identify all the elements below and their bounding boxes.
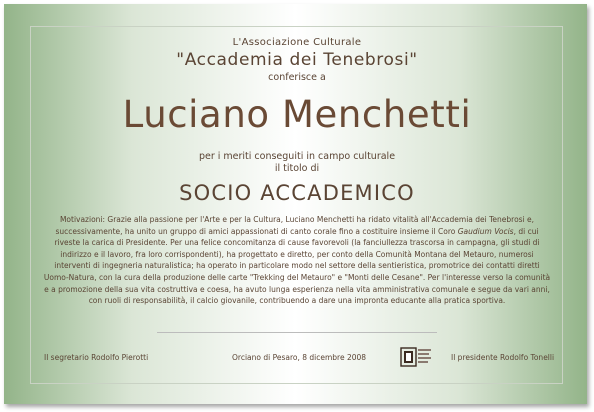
recipient-name: Luciano Menchetti bbox=[122, 93, 472, 136]
motivation-text bbox=[42, 214, 552, 307]
motivation-part-1: Motivazioni: Grazie alla passione per l'Arte e per la Cultura, Luciano Menchetti ha ridato vitalità all'Accademia dei Tenebrosi e, successivamente, ha unito un gruppo di amici appassionati di canto corale fino a costituire insieme il Coro bbox=[55, 215, 535, 236]
title-intro: il titolo di bbox=[274, 163, 320, 174]
secretary-signature: Il segretario Rodolfo Pierotti bbox=[44, 353, 149, 362]
association-intro: L'Associazione Culturale bbox=[232, 37, 362, 48]
awarded-title: SOCIO ACCADEMICO bbox=[179, 181, 415, 205]
president-signature: Il presidente Rodolfo Tonelli bbox=[451, 353, 555, 362]
confers-text: conferisce a bbox=[268, 72, 326, 83]
choir-name: Gaudium Vocis bbox=[457, 226, 514, 236]
signature-divider bbox=[157, 332, 437, 333]
place-and-date: Orciano di Pesaro, 8 dicembre 2008 bbox=[232, 353, 367, 362]
academy-logo-icon bbox=[400, 347, 434, 367]
motivation-part-2: , di cui riveste la carica di Presidente. Per una felice concomitanza di cause favorevoli (la fanciullezza trascorsa in campagna, gli studi di indirizzo e il lavoro, fra loro corrispondenti), ha progettato e diretto, per conto della Comunità Montana del Metauro, numerosi interventi di ingegneria naturalistica; ha operato in particolare modo nel settore della sentieristica, promotrice dei contatti diretti Uomo-Natura, con la cura della produzione delle carte "Trekking del Metauro" e "Monti delle Cesane". Per l'interesse verso la comunità e a promozione della sua vita costruttiva e coesa, ha avuto lunga esperienza nella vita amministrativa comunale e segue da vari anni, con ruoli di responsabilità, il calcio giovanile, contribuendo a dare una impronta educante alla pratica sportiva. bbox=[43, 226, 551, 306]
merit-line: per i meriti conseguiti in campo culturale bbox=[198, 151, 396, 162]
association-name: "Accademia dei Tenebrosi" bbox=[176, 50, 418, 70]
